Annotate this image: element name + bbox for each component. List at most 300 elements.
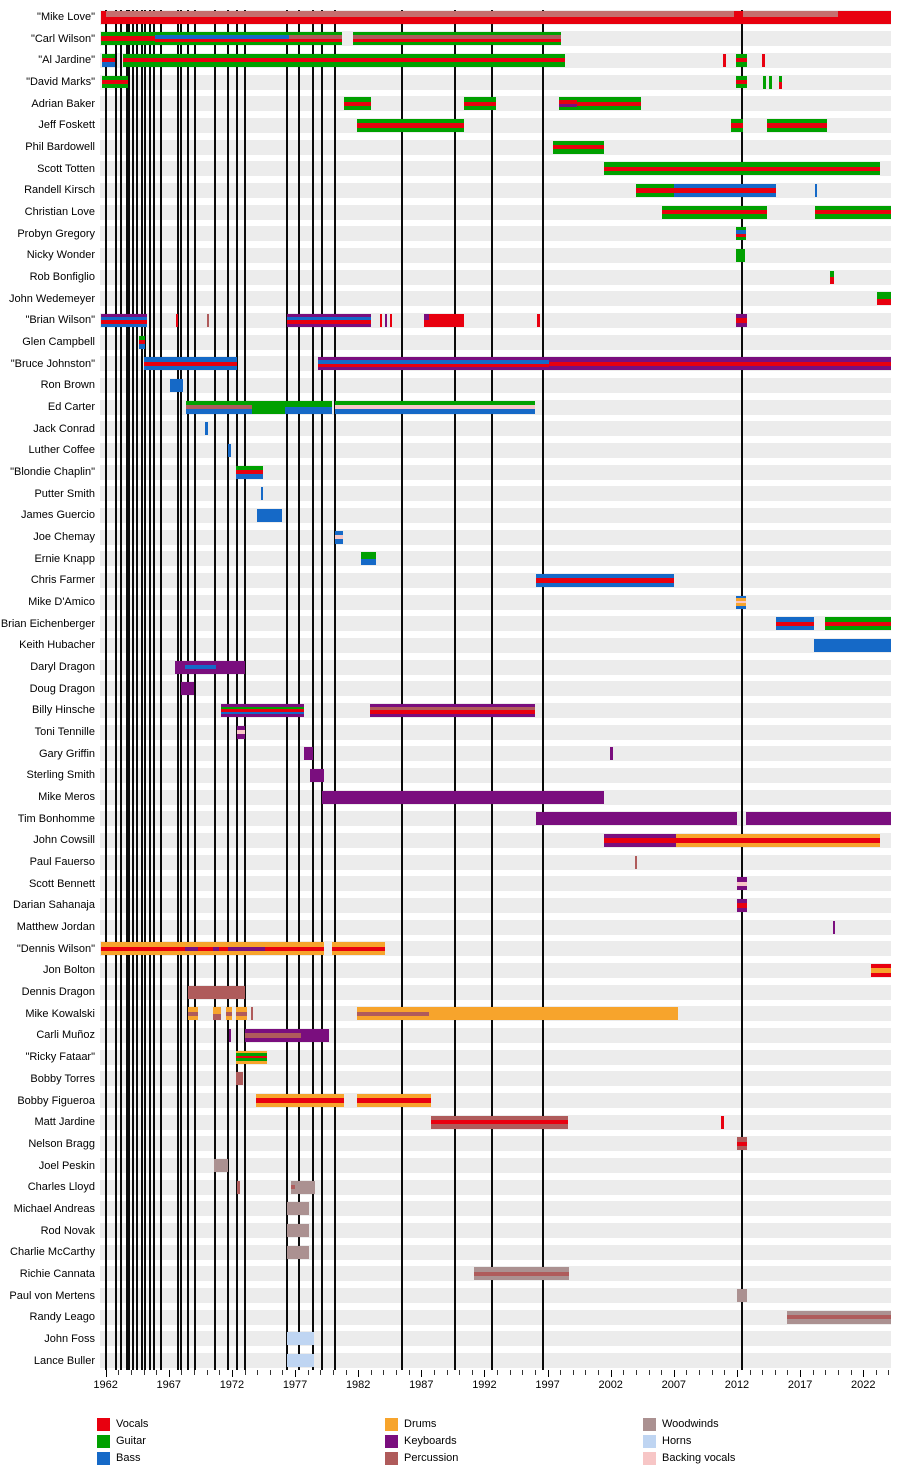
guitar-stripe <box>559 107 577 110</box>
timeline-bar <box>636 184 674 197</box>
bass-stripe <box>736 606 746 609</box>
axis-minor-tick <box>194 1370 195 1375</box>
guitar-stripe <box>763 76 766 89</box>
horns-stripe <box>287 1332 314 1345</box>
member-label: Chris Farmer <box>30 574 95 587</box>
legend-label: Keyboards <box>404 1435 457 1447</box>
member-label: Mike D'Amico <box>28 596 95 609</box>
guitar-stripe <box>636 193 674 197</box>
album-release-line <box>128 10 130 1370</box>
axis-tick-label: 1967 <box>156 1379 182 1391</box>
vocals-stripe <box>106 17 734 24</box>
member-label: Matthew Jordan <box>16 921 95 934</box>
row-band <box>100 573 891 588</box>
keyboards-stripe <box>181 682 194 695</box>
keyboards-stripe <box>385 314 387 327</box>
keyboards-stripe <box>221 714 304 717</box>
timeline-bar <box>214 1159 227 1172</box>
timeline-bar <box>256 1094 344 1107</box>
row-band <box>100 1245 891 1260</box>
timeline-bar <box>322 791 605 804</box>
bass-stripe <box>536 583 674 587</box>
member-label: Randy Leago <box>29 1311 95 1324</box>
member-label: Rod Novak <box>40 1224 95 1237</box>
member-label: Christian Love <box>24 206 95 219</box>
album-release-line <box>312 10 314 1370</box>
timeline-bar <box>205 422 208 435</box>
timeline-bar <box>102 54 115 67</box>
member-label: Mike Meros <box>38 791 95 804</box>
axis-tick-label: 1972 <box>219 1379 245 1391</box>
timeline-bar <box>252 401 285 414</box>
axis-minor-tick <box>851 1370 852 1375</box>
legend-label: Percussion <box>404 1452 459 1464</box>
row-band <box>100 1201 891 1216</box>
row-band <box>100 551 891 566</box>
timeline-bar <box>762 54 765 67</box>
guitar-stripe <box>101 41 155 45</box>
timeline-bar <box>207 314 210 327</box>
axis-minor-tick <box>522 1370 523 1375</box>
timeline-bar <box>198 942 213 955</box>
row-band <box>100 725 891 740</box>
drums-stripe <box>226 1016 232 1020</box>
timeline-bar <box>736 249 744 262</box>
member-label: Lance Buller <box>33 1354 95 1367</box>
axis-minor-tick <box>409 1370 410 1375</box>
axis-minor-tick <box>560 1370 561 1375</box>
axis-minor-tick <box>775 1370 776 1375</box>
album-release-line <box>149 10 151 1370</box>
member-label: Keith Hubacher <box>19 639 95 652</box>
timeline-bar <box>537 314 540 327</box>
legend-label: Bass <box>116 1452 141 1464</box>
timeline-bar <box>767 119 826 132</box>
album-release-line <box>244 10 246 1370</box>
member-label: Luther Coffee <box>28 444 95 457</box>
guitar-stripe <box>123 62 565 66</box>
drums-stripe <box>256 1103 344 1107</box>
vocals-stripe <box>830 277 833 284</box>
bass-legend-swatch <box>97 1452 110 1465</box>
drums-stripe <box>228 951 265 955</box>
drums-stripe <box>236 1016 247 1020</box>
timeline-bar <box>236 466 264 479</box>
legend-label: Backing vocals <box>662 1452 736 1464</box>
member-label: Jon Bolton <box>43 964 95 977</box>
axis-minor-tick <box>598 1370 599 1375</box>
bass-stripe <box>102 62 115 66</box>
guitar-stripe <box>769 76 772 89</box>
timeline-bar <box>361 552 376 565</box>
axis-tick-label: 2012 <box>724 1379 750 1391</box>
timeline-bar <box>332 942 385 955</box>
axis-minor-tick <box>699 1370 700 1375</box>
axis-major-tick <box>737 1370 738 1377</box>
axis-major-tick <box>611 1370 612 1377</box>
timeline-bar <box>175 661 185 674</box>
drums-stripe <box>332 951 385 955</box>
member-label: Charlie McCarthy <box>10 1246 95 1259</box>
member-label: Dennis Dragon <box>21 986 95 999</box>
timeline-bar <box>763 76 766 89</box>
axis-minor-tick <box>257 1370 258 1375</box>
member-label: Randell Kirsch <box>24 184 95 197</box>
keyboards-legend-swatch <box>385 1435 398 1448</box>
member-label: Daryl Dragon <box>30 661 95 674</box>
album-release-line <box>298 10 300 1370</box>
axis-minor-tick <box>585 1370 586 1375</box>
album-release-line <box>144 10 146 1370</box>
timeline-bar <box>139 336 145 349</box>
timeline-bar <box>553 141 605 154</box>
drums-stripe <box>188 1016 199 1020</box>
axis-minor-tick <box>623 1370 624 1375</box>
timeline-bar <box>610 747 613 760</box>
timeline-bar <box>370 704 535 717</box>
album-release-line <box>334 10 336 1370</box>
timeline-bar <box>287 1246 308 1259</box>
vocals-stripe <box>871 973 891 977</box>
album-release-line <box>401 10 403 1370</box>
timeline-bar <box>106 11 734 24</box>
keyboards-stripe <box>833 921 836 934</box>
member-label: Scott Bennett <box>28 877 95 890</box>
bass-stripe <box>261 487 264 500</box>
timeline-bar <box>102 76 129 89</box>
guitar-stripe <box>252 401 285 414</box>
legend-label: Drums <box>404 1418 437 1430</box>
timeline-bar <box>245 1029 302 1042</box>
row-band <box>100 443 891 458</box>
timeline-bar <box>181 682 194 695</box>
timeline-bar <box>289 32 342 45</box>
member-label: Tim Bonhomme <box>17 812 95 825</box>
drums-stripe <box>101 951 186 955</box>
member-label: Carli Muñoz <box>36 1029 95 1042</box>
timeline-bar <box>237 726 245 739</box>
timeline-bar <box>736 596 746 609</box>
bass-stripe <box>139 344 145 348</box>
timeline-bar <box>674 184 776 197</box>
timeline-bar <box>380 314 382 327</box>
vocals-stripe <box>537 314 540 327</box>
vocals-stripe <box>779 82 783 89</box>
member-label: Matt Jardine <box>34 1116 95 1129</box>
album-release-line <box>120 10 122 1370</box>
axis-minor-tick <box>825 1370 826 1375</box>
keyboards-stripe <box>185 669 215 673</box>
timeline-bar <box>213 1007 221 1020</box>
member-label: "Blondie Chaplin" <box>10 466 95 479</box>
timeline-bar <box>736 76 747 89</box>
percussion-stripe <box>207 314 210 327</box>
axis-major-tick <box>674 1370 675 1377</box>
legend-label: Woodwinds <box>662 1418 719 1430</box>
album-release-line <box>105 10 107 1370</box>
member-label: John Foss <box>44 1332 95 1345</box>
axis-major-tick <box>106 1370 107 1377</box>
timeline-bar <box>357 1007 429 1020</box>
drums-stripe <box>219 951 228 955</box>
guitar-legend-swatch <box>97 1435 110 1448</box>
guitar-stripe <box>155 42 289 45</box>
axis-tick-label: 2007 <box>661 1379 687 1391</box>
bass-stripe <box>144 366 237 370</box>
axis-tick-label: 1997 <box>535 1379 560 1391</box>
timeline-bar <box>474 1267 569 1280</box>
member-label: Sterling Smith <box>26 769 95 782</box>
horns-stripe <box>287 1354 314 1367</box>
row-band <box>100 1028 891 1043</box>
drums-stripe <box>357 1103 431 1107</box>
timeline-bar <box>814 639 891 652</box>
legend-label: Guitar <box>116 1435 146 1447</box>
axis-major-tick <box>169 1370 170 1377</box>
row-band <box>100 768 891 783</box>
keyboards-stripe <box>737 908 747 912</box>
legend-label: Horns <box>662 1435 692 1447</box>
axis-minor-tick <box>282 1370 283 1375</box>
row-band <box>100 855 891 870</box>
timeline-bar <box>737 877 747 890</box>
timeline-bar <box>353 32 561 45</box>
timeline-bar <box>723 54 726 67</box>
row-band <box>100 1353 891 1368</box>
timeline-bar <box>429 314 464 327</box>
row-band <box>100 530 891 545</box>
member-label: Ed Carter <box>47 401 95 414</box>
timeline-bar <box>830 271 833 284</box>
timeline-bar <box>304 747 313 760</box>
member-label: Paul Fauerso <box>29 856 95 869</box>
keyboards-stripe <box>310 769 324 782</box>
member-label: Jack Conrad <box>33 422 95 435</box>
vocals-stripe <box>762 54 765 67</box>
member-label: "Dennis Wilson" <box>16 942 95 955</box>
bass-stripe <box>228 444 231 457</box>
bass-stripe <box>257 509 282 522</box>
member-label: Probyn Gregory <box>17 227 95 240</box>
axis-minor-tick <box>270 1370 271 1375</box>
timeline-bar <box>287 1354 314 1367</box>
timeline-bar <box>746 812 891 825</box>
axis-minor-tick <box>181 1370 182 1375</box>
vocals-stripe <box>429 314 464 327</box>
timeline-bar <box>285 401 332 414</box>
vocals-stripe <box>734 11 743 24</box>
timeline-bar <box>635 856 638 869</box>
axis-major-tick <box>800 1370 801 1377</box>
timeline-bar <box>301 1029 329 1042</box>
guitar-stripe <box>736 249 744 262</box>
timeline-bar <box>236 1072 244 1085</box>
drums-stripe <box>185 951 198 955</box>
keyboards-stripe <box>736 323 747 327</box>
row-band <box>100 226 891 241</box>
percussion-stripe <box>236 1072 244 1085</box>
timeline-bar <box>237 1181 240 1194</box>
axis-minor-tick <box>320 1370 321 1375</box>
bass-stripe <box>814 639 891 652</box>
timeline-bar <box>229 1029 232 1042</box>
row-band <box>100 508 891 523</box>
member-label: Phil Bardowell <box>25 141 95 154</box>
timeline-bar <box>559 97 577 110</box>
row-band <box>100 746 891 761</box>
axis-minor-tick <box>447 1370 448 1375</box>
timeline-bar <box>226 1007 232 1020</box>
bass-stripe <box>335 409 535 413</box>
timeline-bar <box>155 32 289 45</box>
timeline-bar <box>577 97 641 110</box>
row-band <box>100 421 891 436</box>
axis-tick-label: 1992 <box>472 1379 497 1391</box>
member-label: Toni Tennille <box>34 726 95 739</box>
axis-minor-tick <box>308 1370 309 1375</box>
axis-minor-tick <box>346 1370 347 1375</box>
member-label: "Carl Wilson" <box>30 32 95 45</box>
timeline-bar <box>662 206 767 219</box>
guitar-stripe <box>357 128 464 132</box>
axis-minor-tick <box>131 1370 132 1375</box>
timeline-bar <box>176 314 178 327</box>
member-label: "Ricky Fataar" <box>25 1051 95 1064</box>
axis-major-tick <box>232 1370 233 1377</box>
row-band <box>100 1050 891 1065</box>
member-label: "Mike Love" <box>37 11 95 23</box>
axis-minor-tick <box>750 1370 751 1375</box>
row-band <box>100 638 891 653</box>
keyboards-stripe <box>322 791 605 804</box>
timeline-bar <box>604 162 879 175</box>
percussion-stripe <box>737 1146 747 1150</box>
vocals-stripe <box>723 54 726 67</box>
row-band <box>100 1180 891 1195</box>
axis-major-tick <box>295 1370 296 1377</box>
member-label: "Bruce Johnston" <box>10 357 95 370</box>
album-release-line <box>236 10 238 1370</box>
row-band <box>100 595 891 610</box>
timeline-bar <box>228 444 231 457</box>
axis-minor-tick <box>661 1370 662 1375</box>
axis-tick-label: 1982 <box>345 1379 371 1391</box>
timeline-bar <box>833 921 836 934</box>
bass-stripe <box>186 409 252 413</box>
woodwinds-stripe <box>474 1276 569 1280</box>
percussion-stripe <box>237 1181 240 1194</box>
row-band <box>100 1331 891 1346</box>
album-release-line <box>115 10 117 1370</box>
timeline-bar <box>287 314 370 327</box>
member-label: Scott Totten <box>37 162 95 175</box>
axis-minor-tick <box>573 1370 574 1375</box>
member-label: Paul von Mertens <box>9 1289 95 1302</box>
bass-stripe <box>205 422 208 435</box>
album-release-line <box>132 10 134 1370</box>
member-label: Putter Smith <box>34 487 95 500</box>
timeline-bar <box>265 942 324 955</box>
timeline-bar <box>101 32 155 45</box>
album-release-line <box>177 10 179 1370</box>
axis-minor-tick <box>510 1370 511 1375</box>
axis-minor-tick <box>207 1370 208 1375</box>
axis-tick-label: 1987 <box>409 1379 434 1391</box>
member-label: Michael Andreas <box>13 1202 95 1215</box>
timeline-bar <box>779 76 783 89</box>
timeline-bar <box>604 834 676 847</box>
member-label: John Wedemeyer <box>8 292 95 305</box>
axis-tick-label: 2022 <box>850 1379 876 1391</box>
percussion-stripe <box>188 986 245 999</box>
timeline-bar <box>536 812 737 825</box>
axis-minor-tick <box>724 1370 725 1375</box>
row-band <box>100 205 891 220</box>
axis-minor-tick <box>535 1370 536 1375</box>
timeline-bar <box>737 1137 747 1150</box>
timeline-bar <box>101 314 148 327</box>
guitar-stripe <box>736 84 747 88</box>
album-release-line <box>454 10 456 1370</box>
timeline-bar <box>549 357 891 370</box>
timeline-bar <box>287 1202 308 1215</box>
drums-stripe <box>236 1061 268 1064</box>
vocals-stripe <box>721 1116 724 1129</box>
member-label: James Guercio <box>21 509 95 522</box>
woodwinds-stripe <box>295 1181 315 1194</box>
timeline-bar <box>736 54 747 67</box>
timeline-bar <box>769 76 772 89</box>
axis-minor-tick <box>686 1370 687 1375</box>
album-release-line <box>194 10 196 1370</box>
member-label: Doug Dragon <box>29 682 95 695</box>
timeline-bar <box>736 314 747 327</box>
member-label: Nelson Bragg <box>28 1137 95 1150</box>
timeline-bar <box>236 1007 247 1020</box>
row-band <box>100 75 891 90</box>
row-band <box>100 920 891 935</box>
axis-minor-tick <box>396 1370 397 1375</box>
member-label: Joel Peskin <box>38 1159 95 1172</box>
drums-stripe <box>265 951 324 955</box>
timeline-bar <box>676 834 879 847</box>
row-band <box>100 270 891 285</box>
timeline-bar <box>257 509 282 522</box>
bass-stripe <box>674 193 776 197</box>
timeline-bar <box>228 942 265 955</box>
member-label: "Al Jardine" <box>38 54 95 67</box>
keyboards-stripe <box>301 1029 329 1042</box>
keyboards-stripe <box>746 812 891 825</box>
member-label: Ron Brown <box>40 379 95 392</box>
keyboards-stripe <box>216 661 245 674</box>
axis-tick-label: 2017 <box>787 1379 813 1391</box>
bass-stripe <box>101 324 148 327</box>
timeline-bar <box>385 314 387 327</box>
woodwinds-legend-swatch <box>643 1418 656 1431</box>
timeline-bar <box>123 54 565 67</box>
axis-tick-label: 2002 <box>598 1379 623 1391</box>
axis-minor-tick <box>472 1370 473 1375</box>
axis-minor-tick <box>712 1370 713 1375</box>
guitar-stripe <box>815 214 891 218</box>
woodwinds-stripe <box>287 1202 308 1215</box>
guitar-stripe <box>464 106 496 110</box>
timeline-bar <box>464 97 496 110</box>
timeline-bar <box>736 227 746 240</box>
keyboards-stripe <box>604 843 676 847</box>
axis-minor-tick <box>383 1370 384 1375</box>
